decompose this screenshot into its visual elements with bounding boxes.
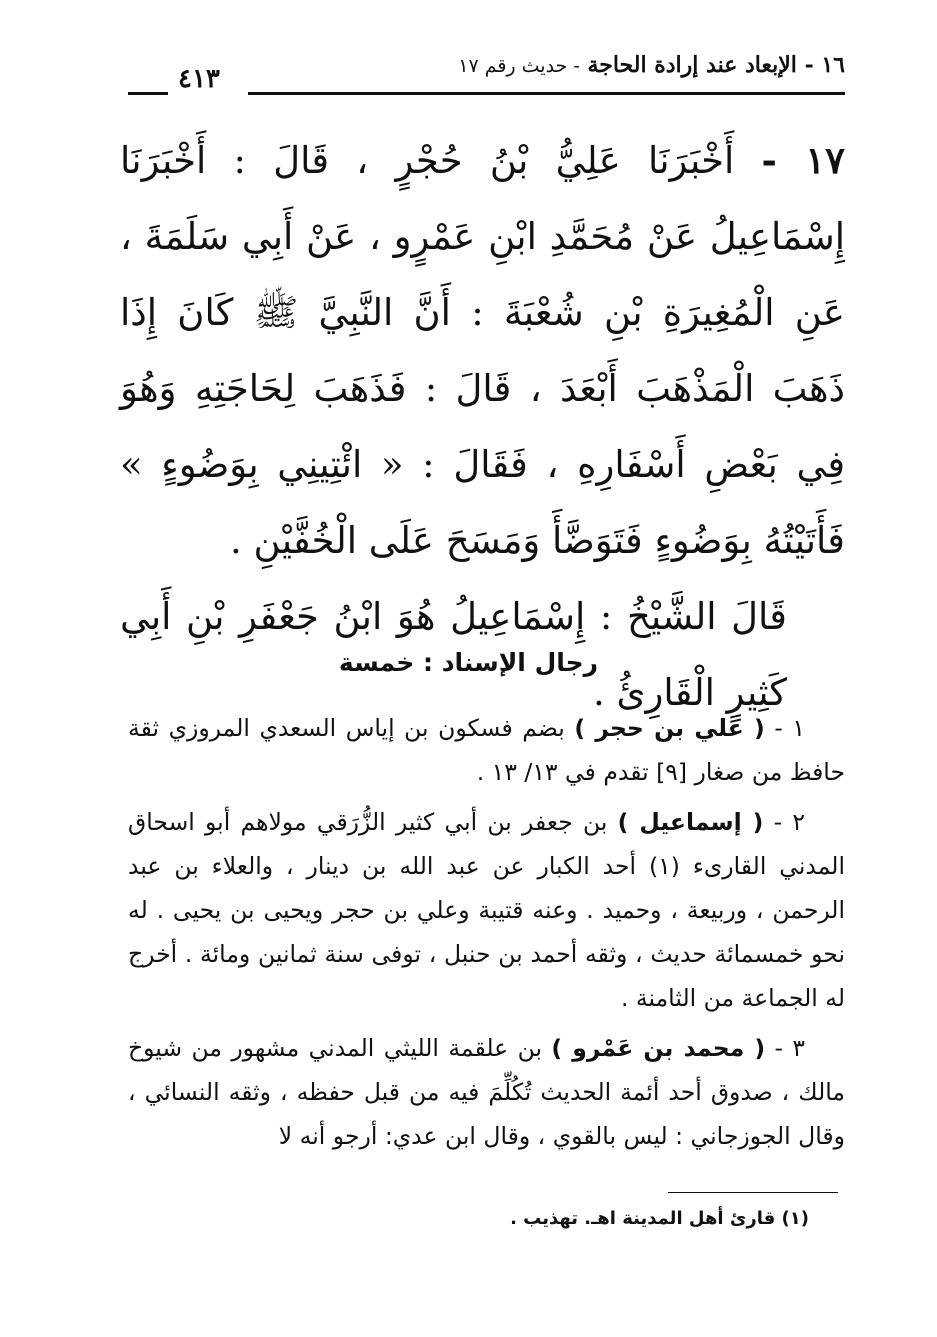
hadith-text-block: [120, 122, 845, 731]
hadith-reference: - حديث رقم ١٧: [458, 55, 580, 77]
narrator-entry: [128, 706, 845, 794]
narrator-entry: [128, 1026, 845, 1158]
narrators-list: [128, 706, 845, 1164]
footnote: (١) قارئ أهل المدينة اهـ. تهذيب .: [510, 1208, 809, 1229]
footnote-rule: [668, 1192, 838, 1193]
narrator-description: بن جعفر بن أبي كثير الزُّرَقي مولاهم أبو اسحاق المدني القارىء (١) أحد الكبار عن عبد الله بن دينار ، والعلاء بن عبد الرحمن ، وربيعة ، وحميد . وعنه قتيبة وعلي بن حجر ويحيى بن يحيى . له نحو خمسمائة حديث ، وثقه أحمد بن حنبل ، توفى سنة ثمانين ومائة . أخرج له الجماعة من الثامنة .: [128, 808, 845, 1012]
shaykh-note: قَالَ الشَّيْخُ : إِسْمَاعِيلُ هُوَ ابْنُ جَعْفَرِ بْنِ أَبِي كَثِيرٍ الْقَارِئُ .: [120, 595, 787, 714]
narrator-name: ( علي بن حجر ): [574, 714, 765, 742]
narrator-description: بن علقمة الليثي المدني مشهور من شيوخ مالك ، صدوق أحد أئمة الحديث تُكُلِّمَ فيه من قبل حفظه ، وثقه النسائي ، وقال الجوزجاني : ليس بالقوي ، وقال ابن عدي: أرجو أنه لا: [128, 1034, 845, 1150]
section-title: رجال الإسناد : خمسة: [338, 648, 599, 677]
chapter-title: ١٦ - الإبعاد عند إرادة الحاجة: [587, 52, 845, 78]
narrator-number: ٢ -: [773, 808, 805, 836]
narrator-number: ١ -: [774, 714, 805, 742]
page-number: ٤١٣: [178, 64, 220, 94]
narrator-description: بضم فسكون بن إياس السعدي المروزي ثقة حافظ من صغار [٩] تقدم في ١٣/ ١٣ .: [128, 714, 845, 786]
hadith-number: ١٧ -: [761, 138, 845, 182]
narrator-entry: [128, 800, 845, 1020]
narrator-number: ٣ -: [774, 1034, 805, 1062]
header-rule-short: [128, 92, 168, 95]
hadith-paragraph: [120, 122, 845, 579]
narrator-name: ( محمد بن عَمْرو ): [551, 1034, 766, 1062]
running-head: [458, 52, 845, 78]
narrator-name: ( إسماعيل ): [617, 808, 764, 836]
hadith-body: أَخْبَرَنَا عَلِيُّ بْنُ حُجْرٍ ، قَالَ : أَخْبَرَنَا إِسْمَاعِيلُ عَنْ مُحَمَّدِ ابْنِ عَمْرٍو ، عَنْ أَبِي سَلَمَةَ ، عَنِ الْمُغِيرَةِ بْنِ شُعْبَةَ : أَنَّ النَّبِيَّ ﷺ كَانَ إِذَا ذَهَبَ الْمَذْهَبَ أَبْعَدَ ، قَالَ : فَذَهَبَ لِحَاجَتِهِ وَهُوَ فِي بَعْضِ أَسْفَارِهِ ، فَقَالَ : « ائْتِينِي بِوَضُوءٍ » فَأَتَيْتُهُ بِوَضُوءٍ فَتَوَضَّأَ وَمَسَحَ عَلَى الْخُفَّيْنِ .: [120, 139, 845, 562]
header-rule: [248, 92, 845, 95]
